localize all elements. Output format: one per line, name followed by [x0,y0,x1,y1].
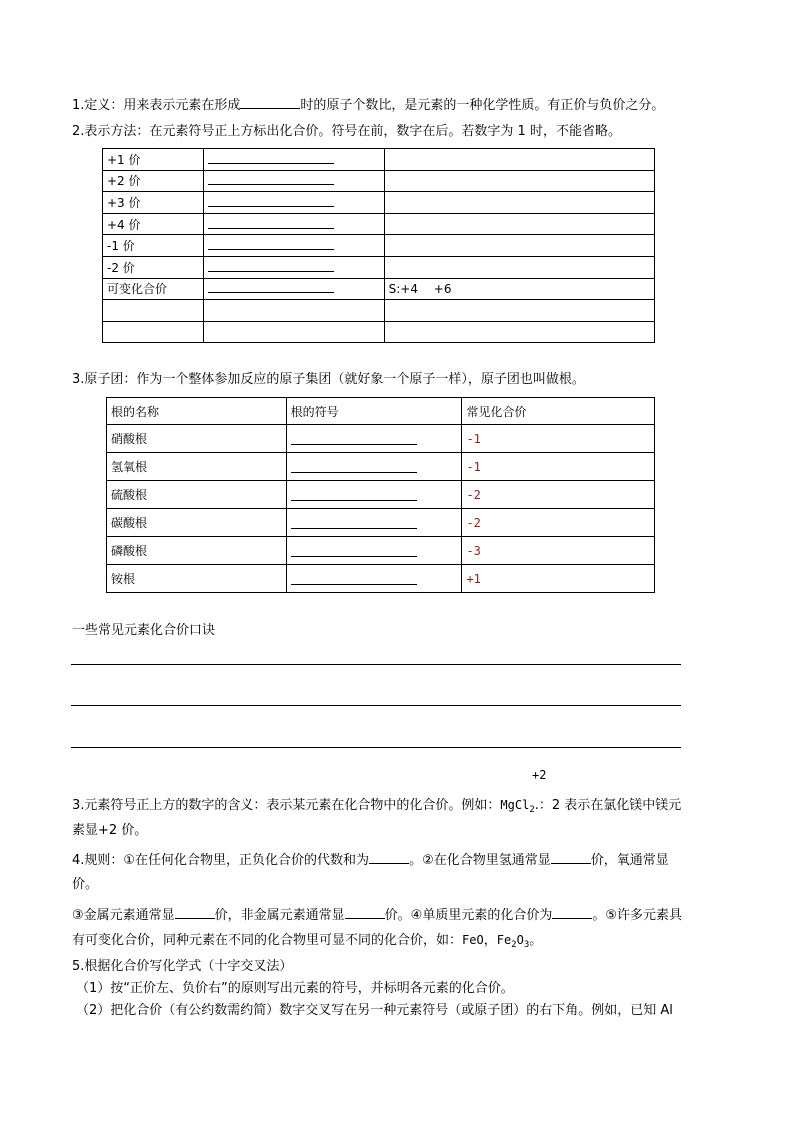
valence-note [384,300,654,322]
valence-label: 可变化合价 [103,278,204,300]
answer-blank[interactable] [551,850,591,864]
radical-row [107,509,655,537]
radical-symbol-cell[interactable] [286,509,462,537]
definition-line: 1.定义：用来表示元素在形成 时的原子个数比，是元素的一种化学性质。有正价与负价之分。 [72,95,664,115]
rules-line-1: 4.规则：①在任何化合物里，正负化合价的代数和为 。②在化合物里氢通常显 价，氧通常显 [72,850,669,870]
valence-row [103,149,655,171]
meaning-line: 3.元素符号正上方的数字的含义：表示某元素在化合物中的化合价。例如：MgCl$_2$.：2 表示在氯化镁中镁元 [72,798,682,815]
cross-method-step-1: （1）按“正价左、负价右”的原则写出元素的符号，并标明各元素的化合价。 [76,981,514,996]
valence-note [384,321,654,343]
radical-row [107,453,655,481]
valence-table [102,148,655,343]
answer-blank[interactable] [175,905,215,919]
radical-symbol-cell[interactable] [286,565,462,593]
answer-blank[interactable] [552,905,592,919]
valence-row [103,278,655,300]
radical-valence: -1 [462,453,655,481]
radical-line: 3.原子团：作为一个整体参加反应的原子集团（就好象一个原子一样），原子团也叫做根。 [72,372,585,387]
valence-example-cell[interactable] [203,300,384,322]
valence-label [103,300,204,322]
answer-blank[interactable] [291,528,417,529]
answer-blank[interactable] [208,206,334,207]
valence-note [384,192,654,214]
radical-valence: -3 [462,537,655,565]
superscript-valence: +2 [532,768,547,782]
radical-name: 氢氧根 [107,453,287,481]
valence-label: +2 价 [103,170,204,192]
answer-blank[interactable] [291,556,417,557]
radical-valence: -1 [462,425,655,453]
radical-name: 碳酸根 [107,509,287,537]
answer-blank[interactable] [208,228,334,229]
valence-label [103,321,204,343]
answer-blank[interactable] [208,292,334,293]
valence-example-cell[interactable] [203,256,384,278]
radical-row [107,537,655,565]
answer-blank[interactable] [369,850,409,864]
answer-blank[interactable] [345,905,385,919]
radical-name: 磷酸根 [107,537,287,565]
answer-blank[interactable] [291,472,417,473]
radical-symbol-cell[interactable] [286,481,462,509]
radical-name: 铵根 [107,565,287,593]
cross-method-step-2: （2）把化合价（有公约数需约简）数字交叉写在另一种元素符号（或原子团）的右下角。例如，已知 Al [76,1003,673,1018]
answer-blank[interactable] [208,163,334,164]
formula-feo: FeO [462,933,484,947]
valence-label: +1 价 [103,149,204,171]
valence-note [384,149,654,171]
valence-example-cell[interactable] [203,278,384,300]
radical-symbol-cell[interactable] [286,425,462,453]
valence-row [103,170,655,192]
valence-label: -2 价 [103,256,204,278]
answer-blank[interactable] [208,249,334,250]
radical-row [107,481,655,509]
valence-label: +4 价 [103,213,204,235]
valence-label: +3 价 [103,192,204,214]
valence-label: -1 价 [103,235,204,257]
notation-line: 2.表示方法：在元素符号正上方标出化合价。符号在前，数字在后。若数字为 1 时，不能省略。 [72,124,621,139]
answer-blank[interactable] [208,271,334,272]
writing-line[interactable] [71,664,681,665]
valence-example-cell[interactable] [203,149,384,171]
radical-table [106,397,655,593]
radical-valence: -2 [462,509,655,537]
rules-line-3: ③金属元素通常显 价，非金属元素通常显 价。④单质里元素的化合价为 。⑤许多元素具 [72,905,682,925]
valence-example-cell[interactable] [203,213,384,235]
radical-name: 硫酸根 [107,481,287,509]
radical-row [107,425,655,453]
valence-example-cell[interactable] [203,235,384,257]
answer-blank[interactable] [240,95,300,109]
valence-row [103,300,655,322]
radical-row [107,565,655,593]
answer-blank[interactable] [291,444,417,445]
valence-example-cell[interactable] [203,321,384,343]
valence-row [103,192,655,214]
radical-symbol-cell[interactable] [286,453,462,481]
radical-symbol-cell[interactable] [286,537,462,565]
meaning-line-2: 素显+2 价。 [72,823,148,838]
valence-example-cell[interactable] [203,192,384,214]
formula-mgcl2: MgCl$_2$ [500,798,535,815]
mnemonic-title: 一些常见元素化合价口诀 [72,623,216,638]
rules-line-4: 有可变化合价，同种元素在不同的化合物里可显不同的化合价，如：FeO，$Fe_2O_3$。 [72,933,543,950]
rules-line-2: 价。 [72,877,99,892]
writing-line[interactable] [71,705,681,706]
valence-row [103,213,655,235]
valence-row [103,321,655,343]
answer-blank[interactable] [208,184,334,185]
valence-note [384,256,654,278]
valence-note [384,235,654,257]
valence-row [103,235,655,257]
header-valence: 常见化合价 [462,398,655,425]
valence-note [384,213,654,235]
answer-blank[interactable] [291,584,417,585]
header-name: 根的名称 [107,398,287,425]
cross-method-title: 5.根据化合价写化学式（十字交叉法） [72,959,293,974]
valence-note: S:+4 +6 [384,278,654,300]
valence-example-cell[interactable] [203,170,384,192]
header-symbol: 根的符号 [286,398,462,425]
answer-blank[interactable] [291,500,417,501]
formula-fe2o3: $Fe_2O_3$ [496,933,530,950]
writing-line[interactable] [71,747,681,748]
radical-valence: -2 [462,481,655,509]
valence-row [103,256,655,278]
radical-valence: +1 [462,565,655,593]
valence-note [384,170,654,192]
radical-name: 硝酸根 [107,425,287,453]
